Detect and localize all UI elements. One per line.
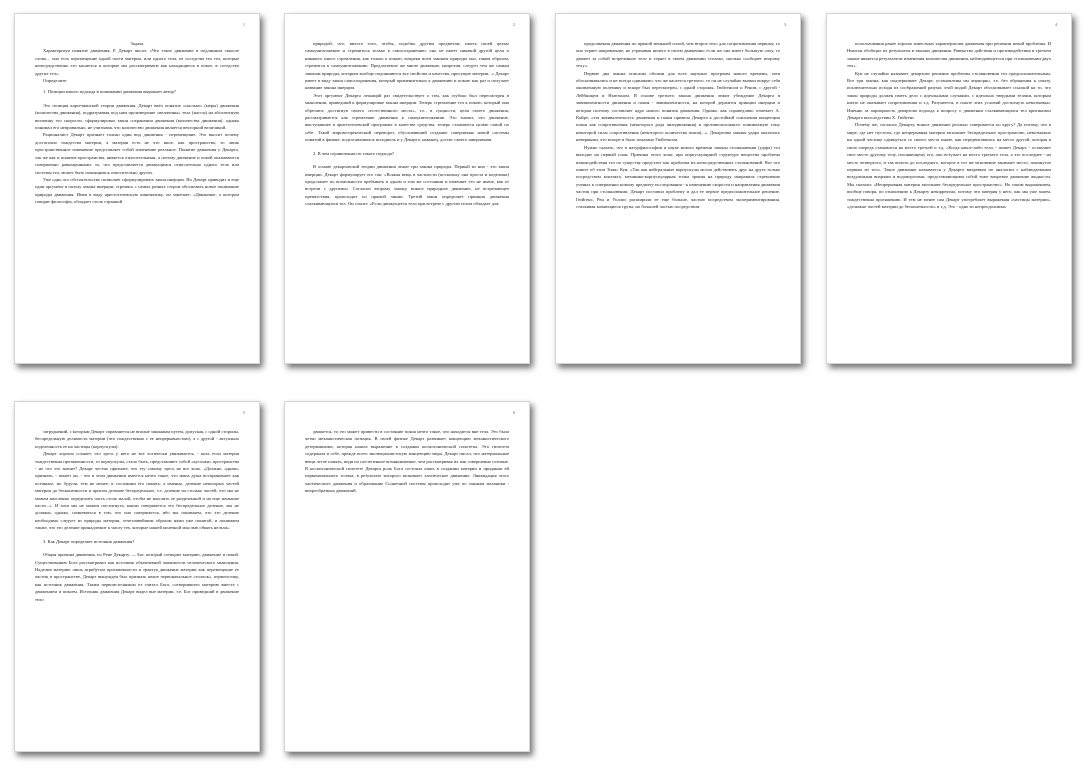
page-body	[847, 40, 1051, 210]
paragraph: затруднений, с которым Декарт справляется не вполне законным путем, допуская, с одной стороны, беспредельную делимость материи (что тождественно с ее непрерывностью), а с другой - актуально поделенность ее на частицы (корпускулы).	[35, 429, 239, 449]
paragraph: Характеризуя понятие движения, Р. Декарт писал: «Что такое движение в подлинном смысле слова… оно есть перемещение одной части материи, или одного тела, из соседства тех тел, которые непосредственно его касаются и которые мы рассматриваем как находящиеся в покое, в соседство других тел».	[35, 48, 239, 76]
page-body	[305, 40, 509, 208]
document-page[interactable]	[555, 13, 801, 364]
paragraph: Декарт хорошо сознает, что здесь у него не все логически увязывается, - коль если материя тождественна протяженности, то корпускулы, стало быть, представляют собой «кусочки» пространства - но что это значит? Декарт честно признает, что эту самому здесь не все ясно. «Должно, однако, признать, - пишет он, - что в этом движении имеется нечто такое, что наша душа воспринимает как истинное, но будучи, тем не менее, в состоянии его понять, а именно, деление некоторых частей материи до бесконечности и притом деление беспредельное, т.е. деление на столько частей, что мы не можем мысленно определить часть столь малой, чтобы не мыслить ее разделенной и на еще меньшие части...». И хотя мы не можем постигнуть, каким совершается это беспредельное деление, мы не должны, однако, сомневаться в том, что оно совершается, ибо мы понимаем, что это деление необходимо следует из природы материи, отчетливейшим образом нами уже понятой, и понимаем также, что это деление принадлежит к числу тех, которые нашей конечной мыслью обнять нельзя».	[35, 451, 239, 531]
page-body	[305, 428, 509, 495]
page-number: 3	[784, 22, 786, 27]
paragraph: природой, что, вместо того, чтобы, подобно другим предметам, иметь своей целью самоуничтожение и стремиться только к самосохранению, оно не имеет никакой другой цели и никакого иного стремления, как только к покою; вопреки всем законам природы оно, таким образом, стремится к самоуничтожению. Предлагаемое же мною движение, напротив, следует тем же самым законам природы, которым вообще подчиняются все свойства и качества, присущие материи...» Декарт имеет в виду закон самосохранения, который применительно к движению и покою как раз и получает название закона инерции.	[305, 41, 509, 91]
question-heading: 3. Как Декарт определяет источник движения?	[43, 538, 135, 544]
paragraph: Этот аргумент Декарта лежащий раз свидетельствует о том, как глубоко был пересмотрен в мышлении, приведший к формулировке закона инерции. Теперь стремление тел к покою, который они обретают, достигнув своего «естественного места», т.е., в сущности, цели своего движения, рассматривается как стремление движения к самоуничтожению. Это значит, что движение, выступавшее в аристотелевской программе в качестве средства, теперь становится целью самой по себе. Такой мировоззренческий переворот, обусловивший создание совершенно новой системы понятий в физике, подготавливался исподволь и у Декарта, наконец, достиг своего завершения.	[305, 92, 509, 143]
page-body	[576, 40, 780, 210]
paragraph: Почему же, согласно Декарту, всякое движение реально совершается по кругу? Да потому, что в мире, где нет пустоты, где непрерывная материя заполняет беспредельное пространство, невозможно ни одной частице сдвинуться со своего места иначе, как передвигавшись на место другой, которая в свою очередь становится на место третьей и т.д. «Когда какое-либо тело, - пишет Декарт, - оставляет свое место другому телу, изгоняющему его, оно вступает на место третьего тела, а это последнее - на место четвертого, и так вплоть до последнего, которое в тот же мгновение занимает место, покинутое первым из тел». Такое движение называется у Декарта вихревым по аналогии с наблюдаемыми воздушными вихрями и водоворотами, представляющими собой тоже вихревое движение жидкости. Мы сказали: «Непрерывная материя заполняет беспредельное пространство». Но таким выражением, вообще говоря, по отношению к Декарту некорректно, потому что материя у него, как мы уже знаем, тождественна протяжению. И тем не менее сам Декарт употребляет выражения «частицы материи», «делимые частей материи до бесконечности» и т.д. Это - одно из непреодолимых	[847, 122, 1051, 209]
document-page[interactable]	[826, 13, 1072, 364]
page-number: 1	[243, 22, 245, 27]
page-number: 2	[513, 22, 515, 27]
paragraph: Общая причина движения, по Рене Декарту, — Бог, который сотворил материю, движение и покой. Существованию Бога рассматривал как источник объективной значимости человеческого мышления. Наделив материю лишь атрибутом протяженности и трактуя движение материи как перемещение ее частиц в пространстве, Декарт вынужден был признать некое первоначальное «толчок», первотолчку, как источник движения. Таким первоисточником от считал Бога, сотворившего материю вместе с движением и покоем. Источник движения Декарт видел вне материи, т.е. Бог приведший в движение тело	[35, 552, 239, 602]
paragraph: Это позиция картезианской теории движения. Декарт ввёл понятие «сколько» (меры) движения (количества движения), подразумевая под ним произведение «величины» тела (массы) на абсолютную величину его скорости, сформулировал закон сохранения движения (количества движения), однако понимал его неправильно, не учитывая, что количество движения является векторной величиной.	[35, 102, 239, 131]
paragraph: В основе декартовской теории движения лежат три закона природы. Первый из них - это закон инерции. Декарт формулирует его так: «Всякая вещь в частности (поскольку она проста и неделима) продолжает по возможности пребывать в одном и том же состоянии и изменяет его не иначе, как от встречи с другими». Согласно второму закону, всякое природное движение, не встречающее препятствия, происходит по прямой линии. Третий закон определяет принцип движения сталкивающихся тел. Он гласит: «Если движущееся тело при встрече с другим телом обладает для	[305, 164, 509, 207]
document-page[interactable]	[284, 13, 530, 364]
page-body	[35, 40, 239, 206]
paragraph: Нужно сказать, что в натурфилософии и науке нового времени законы столкновения (удара) тел выходят на первый план. Причина этого ясна: при корпускулярной структуре вещества проблема взаимодействия тел по существу предстает как проблема их непосредственных столкновений. Вот что пишет об этом Томас Кун: «Так как нейтральные корпускулы могли действовать друг на друга только посредством контакта, механико-корпускулярная точка зрения на природу направила стремление ученых к совершенно новому предмету исследования - к изменению скорости и направления движения частиц при столкновении. Декарт поставил проблему и дал ее первое предположительное решение. Гюйгенс, Рен и Уоллис расширили ее еще больше, частью посредством экспериментирования, сталкивая качающиеся грузы, но большей частью посредством	[576, 144, 780, 209]
page-body	[35, 428, 239, 603]
paragraph: движется, то это может привести в состояние покоя нечто такое, что находится вне тела. Это была четко механистическая позиция. В своей физике Декарт развивает концепцию механистического детерминизма, которая нашла выражение в создании космогонической гипотезы. Эта гипотеза содержала в себе, прежде всего эволюционистскую концепцию мира. Декарт писал, что материальные вещи легче понять, видя их постепенное возникновение, чем рассматривая их как совершенно готовые. В космогонической гипотезе Декарта роль Бога состояла лишь в создании материи и придании ей первоначального толчка, в результате которого возникает хаотическое движение. Ликвидация этого хаотического движения и образование Солнечной системы происходят уже по законам механики - вихреобразных движений.	[305, 429, 509, 494]
document-title: Задача	[130, 41, 144, 46]
paragraph: Рационалист Декарт признает только один вид движения - перемещение. Это вносит почему достаточно тождества материи, а материя есть не что иное, как пространство, то лишь пространственное изменение представляет собой изменение реальное. Понятие движения у Декарта, так же как и понятие пространства, является относительным, а потому движение и покой оказываются совершенно равноценными: то, что представляется движущимся относительно одного тела или системы тел, может быть покоящимся относительно других.	[35, 132, 239, 175]
page-number: 6	[513, 410, 515, 415]
document-page[interactable]	[14, 13, 260, 364]
paragraph: Уже одно это обстоятельство позволяет сформулировать закон инерции. Но Декарт приводит и еще один аргумент в пользу закона инерции, стремясь с самых разных сторон обосновать новое понимание природы движения. Имея в виду аристотелевскую кинематику, он замечает: «Движение, о котором говорят философы, обладает столь странной	[35, 176, 239, 205]
page-number: 4	[1055, 22, 1057, 27]
paragraph: Определите:	[43, 78, 68, 84]
document-page[interactable]	[14, 401, 260, 752]
paragraph: Первые два закона описаны обоими для всех научных программ нового времени, хотя обосновывались и не всегда одинаково; что же касается третьего, то он не случайно вызвал вокруг себя оживленную полемику и вскоре был пересмотрен, с одной стороны, Гюйгенсом и Реном, с другой - Лейбницем и Ньютоном. В основе третьего закона движения лежит убеждение Декарта в эквивалентности движения и покоя - эквивалентности, на которой держится принцип инерции и которая поэтому составляет ядро нового понятия движения. Однако, как справедливо отмечает А. Койре, «эта эквивалентность движения и покоя привела Декарта к достойной сожаления концепции покоя как сопротивления (некоторого рода антидвижения) и противоположного понимаемую тому некоторой силы сопротивления (некоторого количества покоя)...». Декартовы законы удара оказались неверными, что вскоре и было показано Гюйгенсом.	[576, 70, 780, 143]
paragraph: продолжения движения по прямой меньшей силой, чем второе тело для сопротивления первому, то оно теряет направление, не утрачивая ничего в своем движении; если же оно имеет большую силу, то движет за собой встреченное тело и теряет в своем движении столько, сколько сообщает второму телу».	[576, 41, 780, 69]
document-page[interactable]	[284, 401, 530, 752]
paragraph: использования ранее хорошо известных характеристик движения при решении новой проблемы. И Ньютон обобщил их результаты в законах движения. Равенство действия и противодействия в третьем законе является результатом изменения количества движения, наблюдающегося при столкновении двух тел».	[847, 41, 1051, 69]
question-heading: 2. В чем ограниченность такого подхода?	[313, 150, 394, 156]
paragraph: Кун не случайно называет декартово решение проблемы столкновения тел предположительным. Все три закона, как подчеркивает Декарт, установлены им априорно, т.е. без обращения к опыту, исключительно исходя из соображений разума; этой модой Декарт обосновывает ссылкой на то, что закон природы должен иметь дело с идеальными случаями, с идеально твердыми телами, которым ничто не оказывает сопротивления и т.д. Разумеется, в опыте этих условий достигнуть невозможно. Именно за априорность декартова подхода к вопросу о движении сталкивающихся тел критиковал Декарта впоследствии Х. Гюйгенс.	[847, 70, 1051, 121]
page-number: 5	[243, 410, 245, 415]
question-heading: 1. Позиции какого подхода в понимании движения выражает автор?	[43, 89, 176, 95]
